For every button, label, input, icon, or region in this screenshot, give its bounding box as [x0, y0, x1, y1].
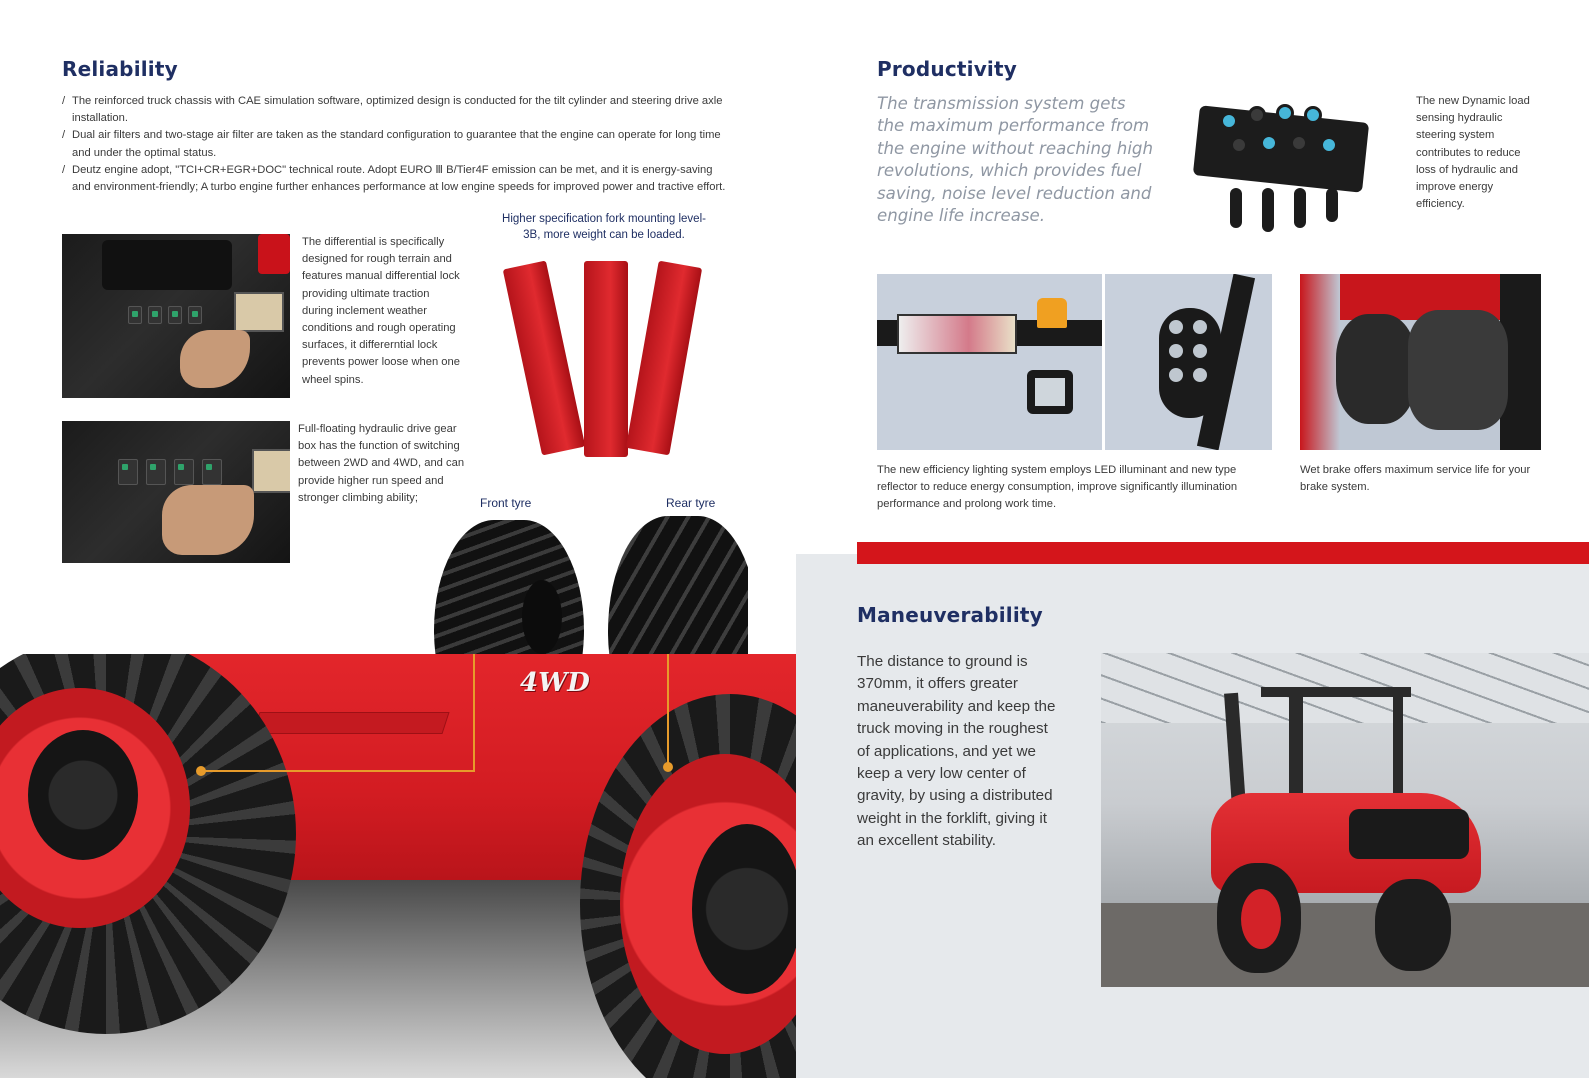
- front-tyre-photo: [434, 520, 584, 654]
- control-knobs: [102, 240, 232, 290]
- valve-cap: [1276, 104, 1294, 122]
- productivity-quote: The transmission system gets the maximum performance from the engine without reaching high revolutions, which provides fuel saving, noise level reduction and engine life increase.: [877, 94, 1153, 226]
- fork-caption: Higher specification fork mounting level-3B, more weight can be loaded.: [502, 213, 706, 241]
- led-dot: [1193, 320, 1207, 334]
- led-dot: [1169, 320, 1183, 334]
- valve-stem: [1294, 188, 1306, 228]
- bullet-item: [62, 127, 732, 161]
- step-shape: [252, 712, 449, 734]
- bullet-text: Deutz engine adopt, "TCI+CR+EGR+DOC" technical route. Adopt EURO Ⅲ B/Tier4F emission can be met, and it is energy-saving and environment-friendly; A turbo engine further enhances performance at low engine speeds for improved power and tractive effort.: [72, 163, 726, 194]
- beacon-lamp: [1037, 298, 1067, 328]
- guard-post: [1393, 689, 1403, 799]
- switch-4: [188, 306, 202, 324]
- led-dot: [1193, 344, 1207, 358]
- red-accent-bar: [857, 542, 1589, 564]
- fork-arm-2: [584, 261, 628, 457]
- led-lamp-photo: [1105, 274, 1272, 450]
- bullet-text: Dual air filters and two-stage air filter are taken as the standard configuration to guarantee that the engine can operate for long time and under the optimal status.: [72, 129, 721, 159]
- work-lamp-lens: [1035, 378, 1065, 406]
- tail-lamp: [897, 314, 1017, 354]
- rear-tyre-label: Rear tyre: [666, 496, 716, 510]
- truck-4wd-badge: 4WD: [520, 668, 590, 698]
- ground-shape: [1101, 903, 1589, 987]
- valve-cap: [1320, 136, 1338, 154]
- leader-dot-2: [663, 762, 673, 772]
- valve-stem: [1326, 188, 1338, 222]
- hand-shape: [180, 330, 250, 388]
- brake-housing: [1336, 314, 1416, 424]
- valve-stem: [1230, 188, 1242, 228]
- valve-cap: [1248, 106, 1266, 124]
- brake-caption: Wet brake offers maximum service life for your brake system.: [1300, 464, 1531, 494]
- reliability-bullets: [62, 93, 732, 196]
- front-wheel-hub: [28, 730, 138, 860]
- rear-grille: [1349, 809, 1469, 859]
- gearbox-switch-photo: [62, 421, 290, 563]
- front-tyre-tread: [434, 520, 584, 654]
- fork-photo: [518, 255, 698, 460]
- led-dot: [1169, 368, 1183, 382]
- front-tyre-label: Front tyre: [480, 496, 532, 510]
- leader-line-vertical-1: [473, 654, 475, 772]
- valve-cap: [1304, 106, 1322, 124]
- forklift-rear-wheel: [1375, 879, 1451, 971]
- forklift-front-rim: [1241, 889, 1281, 949]
- hydraulic-valve-photo: [1190, 92, 1380, 248]
- leader-line-horizontal-1: [200, 770, 475, 772]
- indicator-panel: [252, 449, 290, 493]
- red-knob-shape: [258, 234, 290, 274]
- indicator-panel: [234, 292, 284, 332]
- wet-brake-photo: [1300, 274, 1541, 450]
- productivity-title: Productivity: [877, 57, 1017, 81]
- switch-2: [146, 459, 166, 485]
- brake-hub: [1408, 310, 1508, 430]
- bullet-text: The reinforced truck chassis with CAE simulation software, optimized design is conducted for the tilt cylinder and steering drive axle installation.: [72, 95, 723, 125]
- valve-cap: [1260, 134, 1278, 152]
- rear-light-photo: [877, 274, 1102, 450]
- bullet-mark: /: [62, 163, 66, 176]
- lighting-caption: The new efficiency lighting system employs LED illuminant and new type reflector to reduce energy consumption, improve significantly illumination performance and prolong work time.: [877, 464, 1238, 511]
- valve-text: The new Dynamic load sensing hydraulic steering system contributes to reduce loss of hydraulic and improve energy efficiency.: [1416, 95, 1530, 211]
- valve-stem: [1262, 188, 1274, 232]
- differential-text: The differential is specifically designed for rough terrain and features manual differential lock providing ultimate traction during inclement weather conditions and rough operating surfaces, it differerntial lock prevents power loose when one wheel spins.: [302, 236, 460, 386]
- switch-1: [118, 459, 138, 485]
- differential-switch-photo: [62, 234, 290, 398]
- led-dot: [1169, 344, 1183, 358]
- fork-arm-1: [503, 261, 586, 456]
- reliability-title: Reliability: [62, 57, 178, 81]
- leader-dot-1: [196, 766, 206, 776]
- switch-2: [148, 306, 162, 324]
- switch-3: [168, 306, 182, 324]
- valve-cap: [1220, 112, 1238, 130]
- truck-closeup-photo: [0, 654, 796, 1078]
- rear-wheel-hub: [692, 824, 796, 994]
- valve-cap: [1230, 136, 1248, 154]
- bullet-mark: /: [62, 129, 66, 142]
- overhead-guard: [1261, 687, 1411, 697]
- bullet-item: [62, 93, 732, 127]
- leader-line-vertical-2: [667, 654, 669, 766]
- maneuverability-title: Maneuverability: [857, 603, 1043, 627]
- gearbox-text: Full-floating hydraulic drive gear box has the function of switching between 2WD and 4WD, and can provide higher run speed and stronger climbing ability;: [298, 423, 465, 504]
- led-dot: [1193, 368, 1207, 382]
- rear-tyre-photo: [608, 516, 748, 654]
- switch-1: [128, 306, 142, 324]
- valve-cap: [1290, 134, 1308, 152]
- switch-3: [174, 459, 194, 485]
- front-tyre-hole: [522, 580, 562, 654]
- bullet-mark: /: [62, 95, 66, 107]
- hand-shape: [162, 485, 254, 555]
- red-edge: [1300, 274, 1340, 450]
- fork-arm-3: [626, 261, 702, 456]
- rear-tyre-tread: [608, 516, 748, 654]
- maneuverability-text: The distance to ground is 370mm, it offers greater maneuverability and keep the truck moving in the roughest of applications, and yet we keep a very low center of gravity, by using a distributed weight in the forklift, giving it an excellent stability.: [857, 653, 1056, 850]
- bullet-item: [62, 162, 732, 196]
- forklift-photo: [1101, 653, 1589, 987]
- switch-4: [202, 459, 222, 485]
